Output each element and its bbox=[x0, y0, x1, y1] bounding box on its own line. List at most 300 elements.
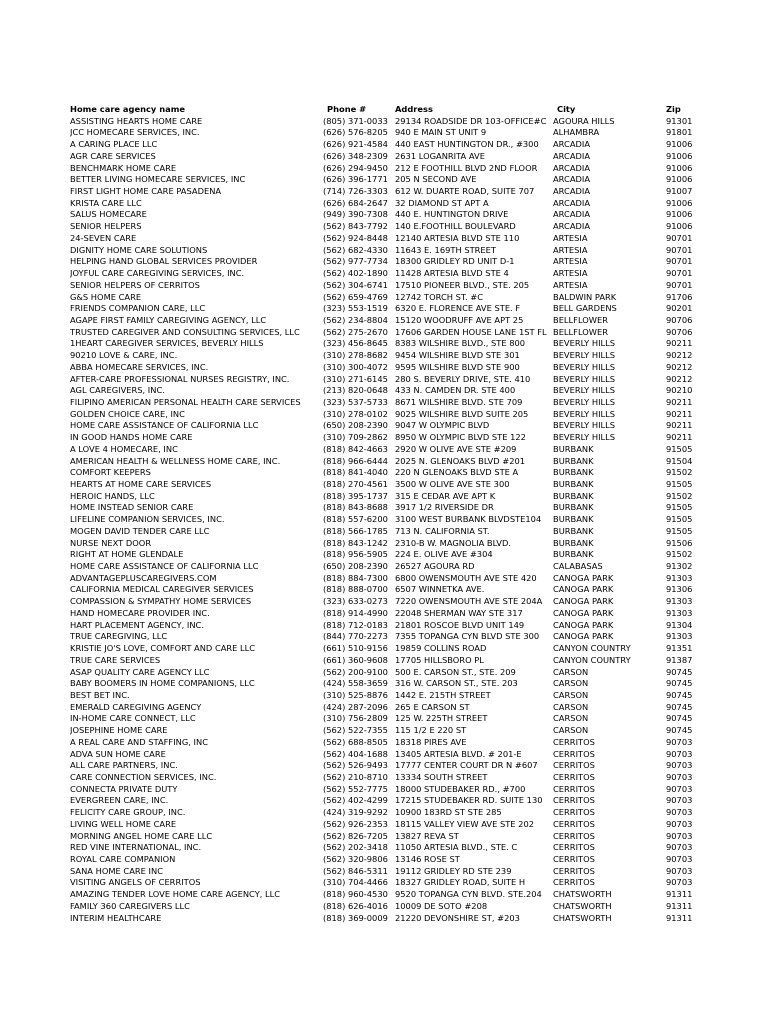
cell-city: BEVERLY HILLS bbox=[553, 432, 616, 443]
cell-city: ARCADIA bbox=[553, 197, 591, 208]
table-row bbox=[0, 596, 770, 608]
cell-city: CALABASAS bbox=[553, 561, 603, 572]
cell-city: BELLFLOWER bbox=[553, 314, 609, 325]
table-row bbox=[0, 256, 770, 268]
table-row bbox=[0, 338, 770, 350]
cell-phone: (650) 208-2390 bbox=[323, 420, 388, 431]
cell-phone: (626) 396-1771 bbox=[323, 174, 388, 185]
cell-city: BEVERLY HILLS bbox=[553, 373, 616, 384]
cell-phone: (310) 704-4466 bbox=[323, 877, 388, 888]
cell-zip: 90745 bbox=[666, 725, 693, 736]
cell-phone: (310) 278-0102 bbox=[323, 408, 388, 419]
cell-phone: (818) 270-4561 bbox=[323, 479, 388, 489]
cell-phone: (310) 756-2809 bbox=[323, 713, 388, 724]
cell-city: CERRITOS bbox=[553, 760, 595, 771]
cell-zip: 90212 bbox=[666, 373, 693, 384]
cell-city: CANOGA PARK bbox=[553, 584, 614, 595]
cell-zip: 91502 bbox=[666, 467, 693, 478]
cell-phone: (818) 914-4990 bbox=[323, 607, 388, 618]
cell-city: CERRITOS bbox=[553, 865, 595, 876]
cell-phone: (424) 319-9292 bbox=[323, 807, 388, 818]
table-row bbox=[0, 479, 770, 491]
cell-zip: 90212 bbox=[666, 361, 693, 372]
table-row bbox=[0, 690, 770, 702]
cell-city: ARCADIA bbox=[553, 186, 591, 197]
cell-phone: (562) 926-2353 bbox=[323, 818, 388, 829]
cell-city: CARSON bbox=[553, 701, 589, 712]
cell-address: 280 S. BEVERLY DRIVE, STE. 410 bbox=[395, 373, 531, 384]
cell-address: 220 N GLENOAKS BLVD STE A bbox=[395, 467, 519, 478]
table-row bbox=[0, 667, 770, 679]
cell-address: 9520 TOPANGA CYN BLVD. STE.204 bbox=[395, 889, 542, 900]
cell-agency-name: FRIENDS COMPANION CARE, LLC bbox=[70, 303, 206, 314]
table-row bbox=[0, 573, 770, 585]
cell-agency-name: DIGNITY HOME CARE SOLUTIONS bbox=[70, 244, 208, 255]
cell-city: ALHAMBRA bbox=[553, 127, 600, 138]
cell-phone: (562) 682-4330 bbox=[323, 244, 388, 255]
table-row bbox=[0, 901, 770, 913]
cell-city: CANOGA PARK bbox=[553, 619, 614, 630]
cell-zip: 90745 bbox=[666, 666, 693, 677]
cell-address: 2631 LOGANRITA AVE bbox=[395, 150, 485, 161]
cell-zip: 91006 bbox=[666, 139, 693, 150]
cell-agency-name: MORNING ANGEL HOME CARE LLC bbox=[70, 830, 213, 841]
cell-city: ARTESIA bbox=[553, 244, 588, 255]
table-row bbox=[0, 491, 770, 503]
cell-address: 17510 PIONEER BLVD., STE. 205 bbox=[395, 279, 530, 290]
cell-city: CARSON bbox=[553, 666, 589, 677]
cell-zip: 91505 bbox=[666, 443, 693, 454]
cell-agency-name: HELPING HAND GLOBAL SERVICES PROVIDER bbox=[70, 256, 258, 267]
agency-table bbox=[0, 104, 770, 924]
table-row bbox=[0, 866, 770, 878]
cell-address: 125 W. 225TH STREET bbox=[395, 713, 488, 724]
cell-agency-name: KRISTIE JO'S LOVE, COMFORT AND CARE LLC bbox=[70, 643, 256, 654]
cell-zip: 91706 bbox=[666, 291, 693, 302]
cell-agency-name: INTERIM HEALTHCARE bbox=[70, 912, 162, 923]
cell-agency-name: CONNECTA PRIVATE DUTY bbox=[70, 783, 178, 794]
cell-phone: (626) 348-2309 bbox=[323, 150, 388, 161]
cell-phone: (562) 977-7734 bbox=[323, 256, 388, 267]
cell-zip: 91303 bbox=[666, 572, 693, 583]
cell-address: 500 E. CARSON ST., STE. 209 bbox=[395, 666, 516, 677]
cell-zip: 91311 bbox=[666, 889, 693, 900]
cell-city: CERRITOS bbox=[553, 877, 595, 888]
cell-city: ARCADIA bbox=[553, 139, 591, 150]
table-row bbox=[0, 315, 770, 327]
cell-address: 315 E CEDAR AVE APT K bbox=[395, 490, 496, 501]
cell-city: BEVERLY HILLS bbox=[553, 338, 616, 349]
cell-address: 2310-B W. MAGNOLIA BLVD. bbox=[395, 537, 512, 548]
cell-zip: 91303 bbox=[666, 607, 693, 618]
header-zip: Zip bbox=[666, 104, 681, 114]
cell-phone: (323) 633-0273 bbox=[323, 596, 388, 607]
cell-phone: (323) 456-8645 bbox=[323, 338, 388, 349]
cell-zip: 90211 bbox=[666, 420, 693, 431]
cell-city: CERRITOS bbox=[553, 748, 595, 759]
cell-agency-name: HEARTS AT HOME CARE SERVICES bbox=[70, 479, 212, 489]
cell-agency-name: TRUE CARE SERVICES bbox=[70, 654, 161, 665]
cell-city: BURBANK bbox=[553, 479, 594, 489]
cell-zip: 91006 bbox=[666, 209, 693, 220]
cell-agency-name: HAND HOMECARE PROVIDER INC. bbox=[70, 607, 210, 618]
cell-zip: 91387 bbox=[666, 654, 693, 665]
cell-address: 1442 E. 215TH STREET bbox=[395, 689, 491, 700]
cell-address: 140 E.FOOTHILL BOULEVARD bbox=[395, 221, 516, 232]
cell-agency-name: CARE CONNECTION SERVICES, INC. bbox=[70, 771, 217, 782]
cell-agency-name: AGR CARE SERVICES bbox=[70, 150, 156, 161]
cell-address: 940 E MAIN ST UNIT 9 bbox=[395, 127, 487, 138]
cell-phone: (661) 360-9608 bbox=[323, 654, 388, 665]
table-row bbox=[0, 725, 770, 737]
cell-zip: 91505 bbox=[666, 479, 693, 489]
cell-city: BEVERLY HILLS bbox=[553, 350, 616, 361]
cell-zip: 90706 bbox=[666, 314, 693, 325]
cell-phone: (310) 709-2862 bbox=[323, 432, 388, 443]
cell-agency-name: 90210 LOVE & CARE, INC. bbox=[70, 350, 178, 361]
cell-city: CERRITOS bbox=[553, 842, 595, 853]
cell-city: BURBANK bbox=[553, 502, 594, 513]
cell-zip: 90745 bbox=[666, 713, 693, 724]
cell-phone: (323) 537-5733 bbox=[323, 396, 388, 407]
cell-address: 15120 WOODRUFF AVE APT 25 bbox=[395, 314, 524, 325]
cell-city: BELLFLOWER bbox=[553, 326, 609, 337]
cell-city: BURBANK bbox=[553, 467, 594, 478]
table-row bbox=[0, 913, 770, 925]
cell-city: BEVERLY HILLS bbox=[553, 361, 616, 372]
table-row bbox=[0, 374, 770, 386]
cell-city: CERRITOS bbox=[553, 818, 595, 829]
cell-city: CANOGA PARK bbox=[553, 572, 614, 583]
cell-address: 13334 SOUTH STREET bbox=[395, 771, 488, 782]
table-row bbox=[0, 713, 770, 725]
table-row bbox=[0, 280, 770, 292]
cell-city: BURBANK bbox=[553, 525, 594, 536]
cell-phone: (818) 843-8688 bbox=[323, 502, 388, 513]
cell-city: ARCADIA bbox=[553, 150, 591, 161]
cell-address: 18318 PIRES AVE bbox=[395, 736, 467, 747]
cell-phone: (818) 842-4663 bbox=[323, 443, 388, 454]
table-row bbox=[0, 233, 770, 245]
header-city: City bbox=[557, 104, 576, 114]
cell-phone: (562) 402-1890 bbox=[323, 268, 388, 279]
cell-city: ARTESIA bbox=[553, 256, 588, 267]
cell-zip: 91306 bbox=[666, 584, 693, 595]
cell-city: BEVERLY HILLS bbox=[553, 396, 616, 407]
cell-zip: 91006 bbox=[666, 150, 693, 161]
cell-agency-name: FELICITY CARE GROUP, INC. bbox=[70, 807, 186, 818]
cell-zip: 91505 bbox=[666, 525, 693, 536]
cell-zip: 90703 bbox=[666, 865, 693, 876]
cell-zip: 90210 bbox=[666, 385, 693, 396]
cell-phone: (310) 278-8682 bbox=[323, 350, 388, 361]
cell-city: BURBANK bbox=[553, 514, 594, 525]
cell-city: CHATSWORTH bbox=[553, 912, 612, 923]
cell-agency-name: HOME INSTEAD SENIOR CARE bbox=[70, 502, 194, 513]
cell-city: BURBANK bbox=[553, 537, 594, 548]
table-row bbox=[0, 163, 770, 175]
cell-city: CERRITOS bbox=[553, 736, 595, 747]
cell-zip: 91505 bbox=[666, 514, 693, 525]
cell-zip: 91505 bbox=[666, 502, 693, 513]
table-row bbox=[0, 292, 770, 304]
cell-address: 433 N. CAMDEN DR. STE 400 bbox=[395, 385, 516, 396]
cell-phone: (714) 726-3303 bbox=[323, 186, 388, 197]
cell-address: 7355 TOPANGA CYN BLVD STE 300 bbox=[395, 631, 540, 642]
cell-address: 17215 STUDEBAKER RD. SUITE 130 bbox=[395, 795, 543, 806]
cell-agency-name: 24-SEVEN CARE bbox=[70, 232, 137, 243]
cell-agency-name: EMERALD CAREGIVING AGENCY bbox=[70, 701, 202, 712]
cell-phone: (562) 404-1688 bbox=[323, 748, 388, 759]
cell-agency-name: HOME CARE ASSISTANCE OF CALIFORNIA LLC bbox=[70, 420, 259, 431]
table-row bbox=[0, 397, 770, 409]
table-row bbox=[0, 584, 770, 596]
cell-phone: (562) 275-2670 bbox=[323, 326, 388, 337]
cell-address: 8950 W OLYMPIC BLVD STE 122 bbox=[395, 432, 526, 443]
cell-agency-name: BABY BOOMERS IN HOME COMPANIONS, LLC bbox=[70, 678, 255, 689]
cell-phone: (562) 522-7355 bbox=[323, 725, 388, 736]
cell-city: ARCADIA bbox=[553, 174, 591, 185]
table-row bbox=[0, 819, 770, 831]
cell-phone: (626) 921-4584 bbox=[323, 139, 388, 150]
cell-phone: (562) 234-8804 bbox=[323, 314, 388, 325]
cell-phone: (562) 843-7792 bbox=[323, 221, 388, 232]
cell-phone: (818) 966-6444 bbox=[323, 455, 388, 466]
table-row bbox=[0, 831, 770, 843]
table-row bbox=[0, 655, 770, 667]
table-row bbox=[0, 456, 770, 468]
cell-address: 713 N. CALIFORNIA ST. bbox=[395, 525, 490, 536]
cell-city: BELL GARDENS bbox=[553, 303, 617, 314]
cell-zip: 91006 bbox=[666, 162, 693, 173]
cell-city: CARSON bbox=[553, 725, 589, 736]
cell-address: 13405 ARTESIA BLVD. # 201-E bbox=[395, 748, 522, 759]
cell-agency-name: AMAZING TENDER LOVE HOME CARE AGENCY, LLC bbox=[70, 889, 281, 900]
cell-address: 12140 ARTESIA BLVD STE 110 bbox=[395, 232, 520, 243]
cell-address: 6320 E. FLORENCE AVE STE. F bbox=[395, 303, 521, 314]
cell-address: 11050 ARTESIA BLVD., STE. C bbox=[395, 842, 518, 853]
cell-phone: (562) 826-7205 bbox=[323, 830, 388, 841]
cell-agency-name: HOME CARE ASSISTANCE OF CALIFORNIA LLC bbox=[70, 561, 259, 572]
cell-zip: 91302 bbox=[666, 561, 693, 572]
cell-zip: 90701 bbox=[666, 279, 693, 290]
cell-agency-name: IN-HOME CARE CONNECT, LLC bbox=[70, 713, 196, 724]
cell-phone: (818) 888-0700 bbox=[323, 584, 388, 595]
cell-agency-name: A REAL CARE AND STAFFING, INC bbox=[70, 736, 208, 747]
cell-phone: (310) 300-4072 bbox=[323, 361, 388, 372]
cell-phone: (562) 402-4299 bbox=[323, 795, 388, 806]
table-row bbox=[0, 186, 770, 198]
table-row bbox=[0, 139, 770, 151]
cell-agency-name: JOYFUL CARE CAREGIVING SERVICES, INC. bbox=[70, 268, 245, 279]
cell-agency-name: A CARING PLACE LLC bbox=[70, 139, 158, 150]
table-row bbox=[0, 807, 770, 819]
cell-address: 12742 TORCH ST. #C bbox=[395, 291, 484, 302]
cell-address: 224 E. OLIVE AVE #304 bbox=[395, 549, 493, 560]
cell-address: 9025 WILSHIRE BLVD SUITE 205 bbox=[395, 408, 529, 419]
cell-agency-name: 1HEART CAREGIVER SERVICES, BEVERLY HILLS bbox=[70, 338, 264, 349]
cell-zip: 91303 bbox=[666, 631, 693, 642]
cell-agency-name: KRISTA CARE LLC bbox=[70, 197, 142, 208]
cell-phone: (818) 841-4040 bbox=[323, 467, 388, 478]
cell-address: 11643 E. 169TH STREET bbox=[395, 244, 496, 255]
cell-agency-name: JCC HOMECARE SERVICES, INC. bbox=[70, 127, 200, 138]
cell-zip: 90701 bbox=[666, 256, 693, 267]
cell-phone: (562) 210-8710 bbox=[323, 771, 388, 782]
table-row bbox=[0, 760, 770, 772]
cell-address: 7220 OWENSMOUTH AVE STE 204A bbox=[395, 596, 543, 607]
cell-address: 612 W. DUARTE ROAD, SUITE 707 bbox=[395, 186, 535, 197]
table-row bbox=[0, 467, 770, 479]
cell-agency-name: TRUSTED CAREGIVER AND CONSULTING SERVICES, LLC bbox=[70, 326, 300, 337]
cell-zip: 90201 bbox=[666, 303, 693, 314]
cell-address: 316 W. CARSON ST., STE. 203 bbox=[395, 678, 518, 689]
cell-city: BEVERLY HILLS bbox=[553, 385, 616, 396]
cell-agency-name: BETTER LIVING HOMECARE SERVICES, INC bbox=[70, 174, 246, 185]
cell-address: 440 E. HUNTINGTON DRIVE bbox=[395, 209, 509, 220]
cell-address: 26527 AGOURA RD bbox=[395, 561, 475, 572]
cell-address: 3917 1/2 RIVERSIDE DR bbox=[395, 502, 494, 513]
cell-zip: 91801 bbox=[666, 127, 693, 138]
cell-city: CARSON bbox=[553, 713, 589, 724]
cell-phone: (562) 659-4769 bbox=[323, 291, 388, 302]
cell-zip: 90703 bbox=[666, 830, 693, 841]
cell-city: CANOGA PARK bbox=[553, 596, 614, 607]
cell-phone: (805) 371-0033 bbox=[323, 115, 388, 126]
table-row bbox=[0, 678, 770, 690]
cell-phone: (323) 553-1519 bbox=[323, 303, 388, 314]
cell-address: 21801 ROSCOE BLVD UNIT 149 bbox=[395, 619, 525, 630]
cell-zip: 90703 bbox=[666, 748, 693, 759]
cell-agency-name: TRUE CAREGIVING, LLC bbox=[70, 631, 168, 642]
table-row bbox=[0, 268, 770, 280]
cell-agency-name: AMERICAN HEALTH & WELLNESS HOME CARE, INC. bbox=[70, 455, 281, 466]
cell-city: BURBANK bbox=[553, 490, 594, 501]
cell-agency-name: SALUS HOMECARE bbox=[70, 209, 147, 220]
cell-address: 10009 DE SOTO #208 bbox=[395, 900, 488, 911]
table-row bbox=[0, 737, 770, 749]
table-row bbox=[0, 795, 770, 807]
cell-city: BEVERLY HILLS bbox=[553, 420, 616, 431]
cell-agency-name: FAMILY 360 CAREGIVERS LLC bbox=[70, 900, 190, 911]
cell-address: 9595 WILSHIRE BLVD STE 900 bbox=[395, 361, 520, 372]
cell-phone: (650) 208-2390 bbox=[323, 561, 388, 572]
cell-zip: 90745 bbox=[666, 689, 693, 700]
cell-zip: 91301 bbox=[666, 115, 693, 126]
cell-address: 6507 WINNETKA AVE. bbox=[395, 584, 485, 595]
cell-address: 29134 ROADSIDE DR 103-OFFICE#C bbox=[395, 115, 547, 126]
cell-phone: (562) 688-8505 bbox=[323, 736, 388, 747]
cell-city: CERRITOS bbox=[553, 783, 595, 794]
cell-zip: 90703 bbox=[666, 795, 693, 806]
cell-agency-name: BEST BET INC. bbox=[70, 689, 130, 700]
cell-agency-name: HEROIC HANDS, LLC bbox=[70, 490, 155, 501]
cell-address: 265 E CARSON ST bbox=[395, 701, 470, 712]
cell-phone: (213) 820-0648 bbox=[323, 385, 388, 396]
cell-zip: 90211 bbox=[666, 408, 693, 419]
cell-address: 21220 DEVONSHIRE ST, #203 bbox=[395, 912, 520, 923]
cell-city: CARSON bbox=[553, 689, 589, 700]
cell-agency-name: GOLDEN CHOICE CARE, INC bbox=[70, 408, 185, 419]
cell-agency-name: G&S HOME CARE bbox=[70, 291, 142, 302]
cell-agency-name: ABBA HOMECARE SERVICES, INC. bbox=[70, 361, 209, 372]
table-row bbox=[0, 409, 770, 421]
table-row bbox=[0, 526, 770, 538]
cell-city: CANOGA PARK bbox=[553, 631, 614, 642]
cell-zip: 90701 bbox=[666, 232, 693, 243]
cell-address: 9454 WILSHIRE BLVD STE 301 bbox=[395, 350, 520, 361]
cell-agency-name: VISITING ANGELS OF CERRITOS bbox=[70, 877, 201, 888]
cell-zip: 90701 bbox=[666, 244, 693, 255]
cell-agency-name: LIFELINE COMPANION SERVICES, INC. bbox=[70, 514, 225, 525]
table-row bbox=[0, 174, 770, 186]
cell-zip: 90211 bbox=[666, 432, 693, 443]
table-row bbox=[0, 784, 770, 796]
cell-phone: (562) 304-6741 bbox=[323, 279, 388, 290]
cell-city: ARTESIA bbox=[553, 232, 588, 243]
cell-address: 19859 COLLINS ROAD bbox=[395, 643, 487, 654]
cell-zip: 91351 bbox=[666, 643, 693, 654]
cell-zip: 90703 bbox=[666, 818, 693, 829]
cell-phone: (562) 320-9806 bbox=[323, 854, 388, 864]
cell-address: 9047 W OLYMPIC BLVD bbox=[395, 420, 490, 431]
table-row bbox=[0, 842, 770, 854]
cell-city: ARTESIA bbox=[553, 268, 588, 279]
cell-city: ARCADIA bbox=[553, 221, 591, 232]
cell-zip: 90703 bbox=[666, 783, 693, 794]
header-agency-name: Home care agency name bbox=[70, 104, 185, 114]
table-row bbox=[0, 749, 770, 761]
table-row bbox=[0, 889, 770, 901]
cell-phone: (424) 287-2096 bbox=[323, 701, 388, 712]
cell-city: AGOURA HILLS bbox=[553, 115, 615, 126]
cell-zip: 91006 bbox=[666, 221, 693, 232]
cell-zip: 90701 bbox=[666, 268, 693, 279]
cell-phone: (818) 369-0009 bbox=[323, 912, 388, 923]
cell-zip: 90211 bbox=[666, 338, 693, 349]
cell-zip: 90703 bbox=[666, 760, 693, 771]
cell-city: CHATSWORTH bbox=[553, 900, 612, 911]
cell-city: BURBANK bbox=[553, 549, 594, 560]
cell-agency-name: ADVA SUN HOME CARE bbox=[70, 748, 166, 759]
cell-address: 13146 ROSE ST bbox=[395, 854, 460, 864]
cell-phone: (949) 390-7308 bbox=[323, 209, 388, 220]
cell-agency-name: ASSISTING HEARTS HOME CARE bbox=[70, 115, 203, 126]
cell-address: 2025 N. GLENOAKS BLVD #201 bbox=[395, 455, 526, 466]
table-row bbox=[0, 362, 770, 374]
cell-agency-name: RED VINE INTERNATIONAL, INC. bbox=[70, 842, 202, 853]
cell-zip: 90703 bbox=[666, 736, 693, 747]
cell-agency-name: SANA HOME CARE INC bbox=[70, 865, 163, 876]
cell-phone: (562) 924-8448 bbox=[323, 232, 388, 243]
table-row bbox=[0, 198, 770, 210]
table-row bbox=[0, 385, 770, 397]
table-row bbox=[0, 327, 770, 339]
table-row bbox=[0, 561, 770, 573]
cell-city: BURBANK bbox=[553, 443, 594, 454]
cell-zip: 91502 bbox=[666, 549, 693, 560]
cell-city: BALDWIN PARK bbox=[553, 291, 617, 302]
cell-zip: 91504 bbox=[666, 455, 693, 466]
cell-address: 18000 STUDEBAKER RD., #700 bbox=[395, 783, 526, 794]
cell-zip: 90212 bbox=[666, 350, 693, 361]
table-row bbox=[0, 444, 770, 456]
cell-address: 8383 WILSHIRE BLVD., STE 800 bbox=[395, 338, 526, 349]
cell-agency-name: AGL CAREGIVERS, INC. bbox=[70, 385, 165, 396]
cell-phone: (818) 843-1242 bbox=[323, 537, 388, 548]
cell-phone: (562) 200-9100 bbox=[323, 666, 388, 677]
table-row bbox=[0, 420, 770, 432]
